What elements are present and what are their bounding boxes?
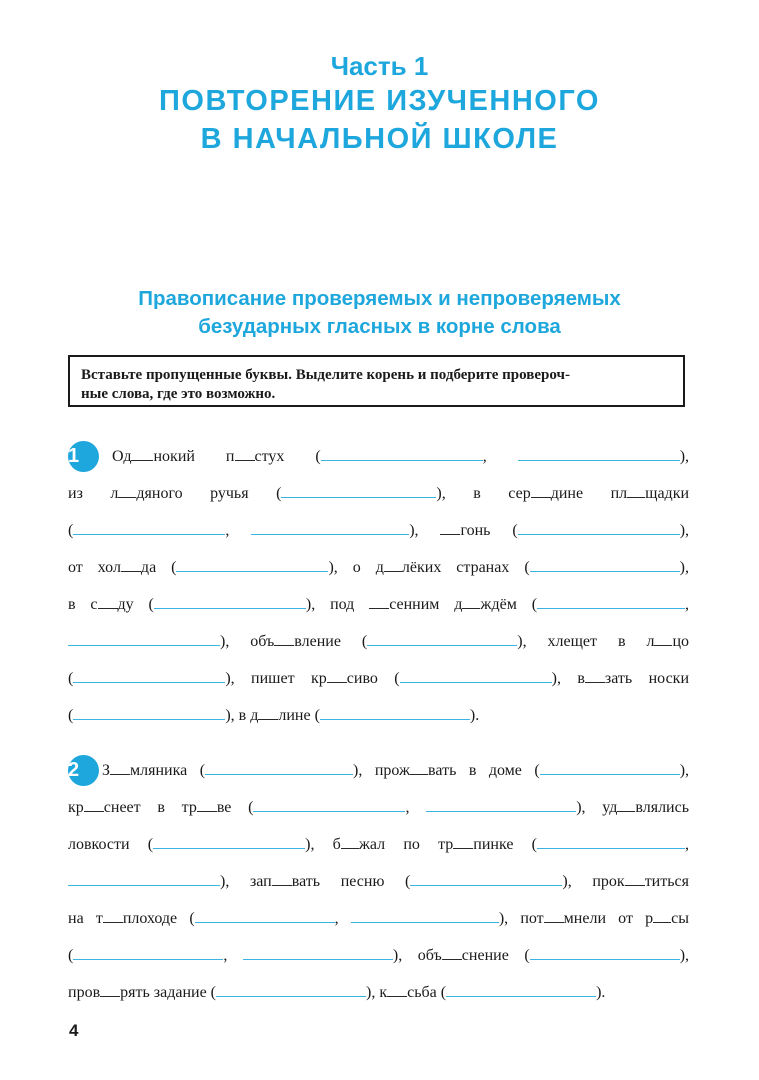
letter-gap[interactable] [98,593,118,609]
exercise-number-badge: 1 [68,441,99,472]
letter-gap[interactable] [462,593,480,609]
text-fragment: ловкости ( [68,836,154,853]
exercise-1-line [68,660,689,697]
answer-blank[interactable] [176,556,328,572]
answer-blank[interactable] [540,759,680,775]
text-fragment: ), прож [353,762,411,779]
text-fragment: , [482,448,518,465]
text-fragment: в с [68,596,98,613]
text-fragment: ), о д [328,559,384,576]
text-fragment: ), в [551,670,585,687]
text-fragment: вать песню ( [291,873,411,890]
part-title-line2: В НАЧАЛЬНОЙ ШКОЛЕ [200,123,559,155]
exercise-1-line [68,586,689,623]
answer-blank[interactable] [68,870,220,886]
text-fragment: мляника ( [130,762,206,779]
text-fragment: ), к [366,984,388,1001]
text-fragment: ), [679,559,689,576]
text-fragment: , [225,522,252,539]
letter-gap[interactable] [625,870,645,886]
text-fragment: ), пишет кр [225,670,327,687]
letter-gap[interactable] [440,519,460,535]
text-fragment: ), зап [220,873,272,890]
text-fragment: жал по тр [358,836,454,853]
text-fragment: ), объ [392,947,442,964]
text-fragment: З [102,762,111,779]
answer-blank[interactable] [251,519,409,535]
text-fragment: ), хлещет в л [517,633,655,650]
exercise-2-line [68,826,689,863]
letter-gap[interactable] [274,630,294,646]
answer-blank[interactable] [530,944,680,960]
text-fragment: ), [679,947,690,964]
task-instructions-box [68,355,685,407]
text-fragment: , [223,947,243,964]
text-fragment: ве ( [216,799,254,816]
letter-gap[interactable] [653,907,671,923]
text-fragment: рять задание ( [120,984,216,1001]
text-fragment: сьба ( [407,984,447,1001]
section-title [0,285,759,341]
text-fragment: дине пл [550,485,628,502]
exercise-2 [68,752,689,1011]
text-fragment: снеет в тр [103,799,197,816]
answer-blank[interactable] [73,519,225,535]
text-fragment: ), в сер [436,485,531,502]
text-fragment: сиво ( [346,670,400,687]
answer-blank[interactable] [446,981,596,997]
exercise-1 [68,438,689,734]
letter-gap[interactable] [531,482,551,498]
text-fragment: ). [596,984,606,1001]
letter-gap[interactable] [369,593,389,609]
answer-blank[interactable] [321,445,483,461]
text-fragment: , [685,836,690,853]
exercise-2-line [68,752,689,789]
part-label: Часть 1 [330,51,429,81]
text-fragment: лине ( [278,707,320,724]
answer-blank[interactable] [320,704,470,720]
answer-blank[interactable] [281,482,436,498]
task-line1: Вставьте пропущенные буквы. Выделите корень и подберите провероч- [81,367,570,383]
letter-gap[interactable] [410,759,428,775]
section-title-line1: Правописание проверяемых и непроверяемых [138,287,621,310]
exercise-1-line [68,438,689,475]
text-fragment: цо [672,633,690,650]
letter-gap[interactable] [341,833,359,849]
letter-gap[interactable] [327,667,347,683]
answer-blank[interactable] [400,667,552,683]
exercise-number-badge: 2 [68,755,99,786]
text-fragment: ), пот [498,910,544,927]
text-fragment: вать в доме ( [428,762,540,779]
text-fragment: ). [469,707,480,724]
letter-gap[interactable] [654,630,672,646]
answer-blank[interactable] [73,704,225,720]
letter-gap[interactable] [121,556,141,572]
answer-blank[interactable] [73,667,225,683]
answer-blank[interactable] [68,630,220,646]
text-fragment: от хол [68,559,121,576]
letter-gap[interactable] [110,759,130,775]
answer-blank[interactable] [216,981,366,997]
text-fragment: ( [68,522,74,539]
letter-gap[interactable] [585,667,605,683]
text-fragment: на т [68,910,103,927]
text-fragment: лёких странах ( [401,559,530,576]
letter-gap[interactable] [131,445,153,461]
answer-blank[interactable] [537,593,685,609]
text-fragment: ), прок [562,873,625,890]
text-fragment: ), [679,762,690,779]
text-fragment: ( [68,947,74,964]
exercise-2-line [68,937,689,974]
letter-gap[interactable] [627,482,645,498]
answer-blank[interactable] [243,944,393,960]
text-fragment: , [405,799,427,816]
letter-gap[interactable] [544,907,564,923]
text-fragment: ( [68,707,74,724]
text-fragment: сенним д [389,596,463,613]
text-fragment: плоходе ( [122,910,195,927]
letter-gap[interactable] [272,870,292,886]
letter-gap[interactable] [617,796,635,812]
exercise-2-line [68,863,689,900]
letter-gap[interactable] [258,704,278,720]
text-fragment: пинке ( [473,836,538,853]
letter-gap[interactable] [387,981,407,997]
answer-blank[interactable] [410,870,562,886]
text-fragment: титься [644,873,689,890]
text-fragment: снение ( [461,947,530,964]
text-fragment: ), [409,522,441,539]
text-fragment: мнели от р [563,910,654,927]
part-title-line1: ПОВТОРЕНИЕ ИЗУЧЕННОГО [159,85,600,117]
text-fragment: кр [68,799,84,816]
answer-blank[interactable] [154,593,306,609]
text-fragment: дяного ручья ( [136,485,282,502]
answer-blank[interactable] [351,907,499,923]
letter-gap[interactable] [442,944,462,960]
text-fragment: из л [68,485,119,502]
answer-blank[interactable] [253,796,405,812]
text-fragment: щадки [645,485,690,502]
text-fragment: зать носки [604,670,690,687]
answer-blank[interactable] [195,907,335,923]
answer-blank[interactable] [518,519,680,535]
text-fragment: ), [679,522,690,539]
answer-blank[interactable] [153,833,305,849]
text-fragment: ду ( [117,596,154,613]
text-fragment: нокий п [153,448,235,465]
letter-gap[interactable] [118,482,136,498]
text-fragment: ), под [305,596,370,613]
letter-gap[interactable] [453,833,473,849]
text-fragment: гонь ( [460,522,518,539]
letter-gap[interactable] [384,556,402,572]
exercise-1-line [68,623,689,660]
text-fragment: вление ( [294,633,368,650]
exercise-2-line [68,974,689,1011]
text-fragment: , [685,596,690,613]
letter-gap[interactable] [197,796,217,812]
exercise-2-line [68,900,689,937]
answer-blank[interactable] [205,759,353,775]
text-fragment: ), б [305,836,341,853]
answer-blank[interactable] [518,445,680,461]
answer-blank[interactable] [537,833,685,849]
text-fragment: ), уд [576,799,618,816]
letter-gap[interactable] [103,907,123,923]
answer-blank[interactable] [367,630,517,646]
text-fragment: да ( [140,559,177,576]
letter-gap[interactable] [84,796,104,812]
part-header [0,50,759,158]
page-number: 4 [69,1021,79,1040]
text-fragment: стух ( [254,448,321,465]
answer-blank[interactable] [530,556,680,572]
exercise-1-line [68,512,689,549]
text-fragment: ), [679,448,690,465]
answer-blank[interactable] [73,944,223,960]
text-fragment: Од [112,448,132,465]
text-fragment: ( [68,670,74,687]
exercise-2-line [68,789,689,826]
letter-gap[interactable] [100,981,120,997]
text-fragment: , [334,910,351,927]
section-title-line2: безударных гласных в корне слова [198,315,561,338]
exercise-1-line [68,549,689,586]
text-fragment: ), объ [220,633,275,650]
letter-gap[interactable] [235,445,255,461]
text-fragment: пров [68,984,101,1001]
text-fragment: влялись [635,799,690,816]
text-fragment: ждём ( [480,596,538,613]
exercise-1-line [68,697,689,734]
text-fragment: ), в д [225,707,259,724]
text-fragment: сы [671,910,689,927]
exercise-1-line [68,475,689,512]
task-line2: ные слова, где это возможно. [81,386,276,402]
answer-blank[interactable] [426,796,576,812]
